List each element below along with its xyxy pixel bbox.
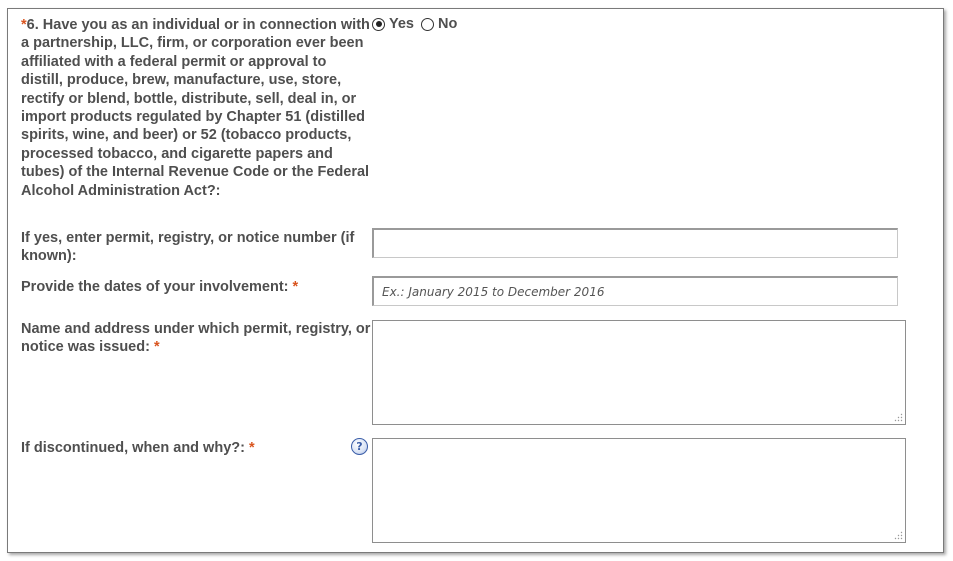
name-address-label [21,320,373,357]
required-asterisk: * [292,279,299,295]
discontinued-label [21,439,341,457]
dates-input[interactable] [372,276,898,306]
form-panel [7,8,944,553]
resize-grip-icon[interactable] [894,413,903,422]
radio-no[interactable] [421,18,434,31]
dates-label-text: Provide the dates of your involvement: [21,279,289,295]
permit-number-input[interactable] [372,228,898,258]
name-address-label-text: Name and address under which permit, registry, or notice was issued: [21,321,371,356]
permit-number-label: If yes, enter permit, registry, or notice number (if known): [21,230,355,265]
question-6-radio-group [372,16,464,32]
required-asterisk: * [248,440,255,456]
question-6-label [21,16,371,200]
help-question-icon[interactable]: ? [351,438,368,455]
required-asterisk: * [21,17,27,33]
name-address-textarea[interactable] [372,320,906,425]
resize-grip-icon[interactable] [894,531,903,540]
discontinued-textarea[interactable] [372,438,906,543]
question-6-text: 6. Have you as an individual or in connection with a partnership, LLC, firm, or corporation ever been affiliated with a federal permit or approval to distill, produce, brew, manufacture, use, store, rectify or blend, bottle, distribute, sell, deal in, or import products regulated by Chapter 51 (distilled spirits, wine, and beer) or 52 (tobacco products, processed tobacco, and cigarette papers and tubes) of the Internal Revenue Code or the Federal Alcohol Administration Act?: [21,17,370,199]
radio-yes-label[interactable]: Yes [389,16,414,32]
radio-yes[interactable] [372,18,385,31]
dates-label [21,278,366,296]
discontinued-label-text: If discontinued, when and why?: [21,440,245,456]
radio-no-label[interactable]: No [438,16,458,32]
required-asterisk: * [153,339,160,356]
radio-selected-dot [376,21,382,27]
